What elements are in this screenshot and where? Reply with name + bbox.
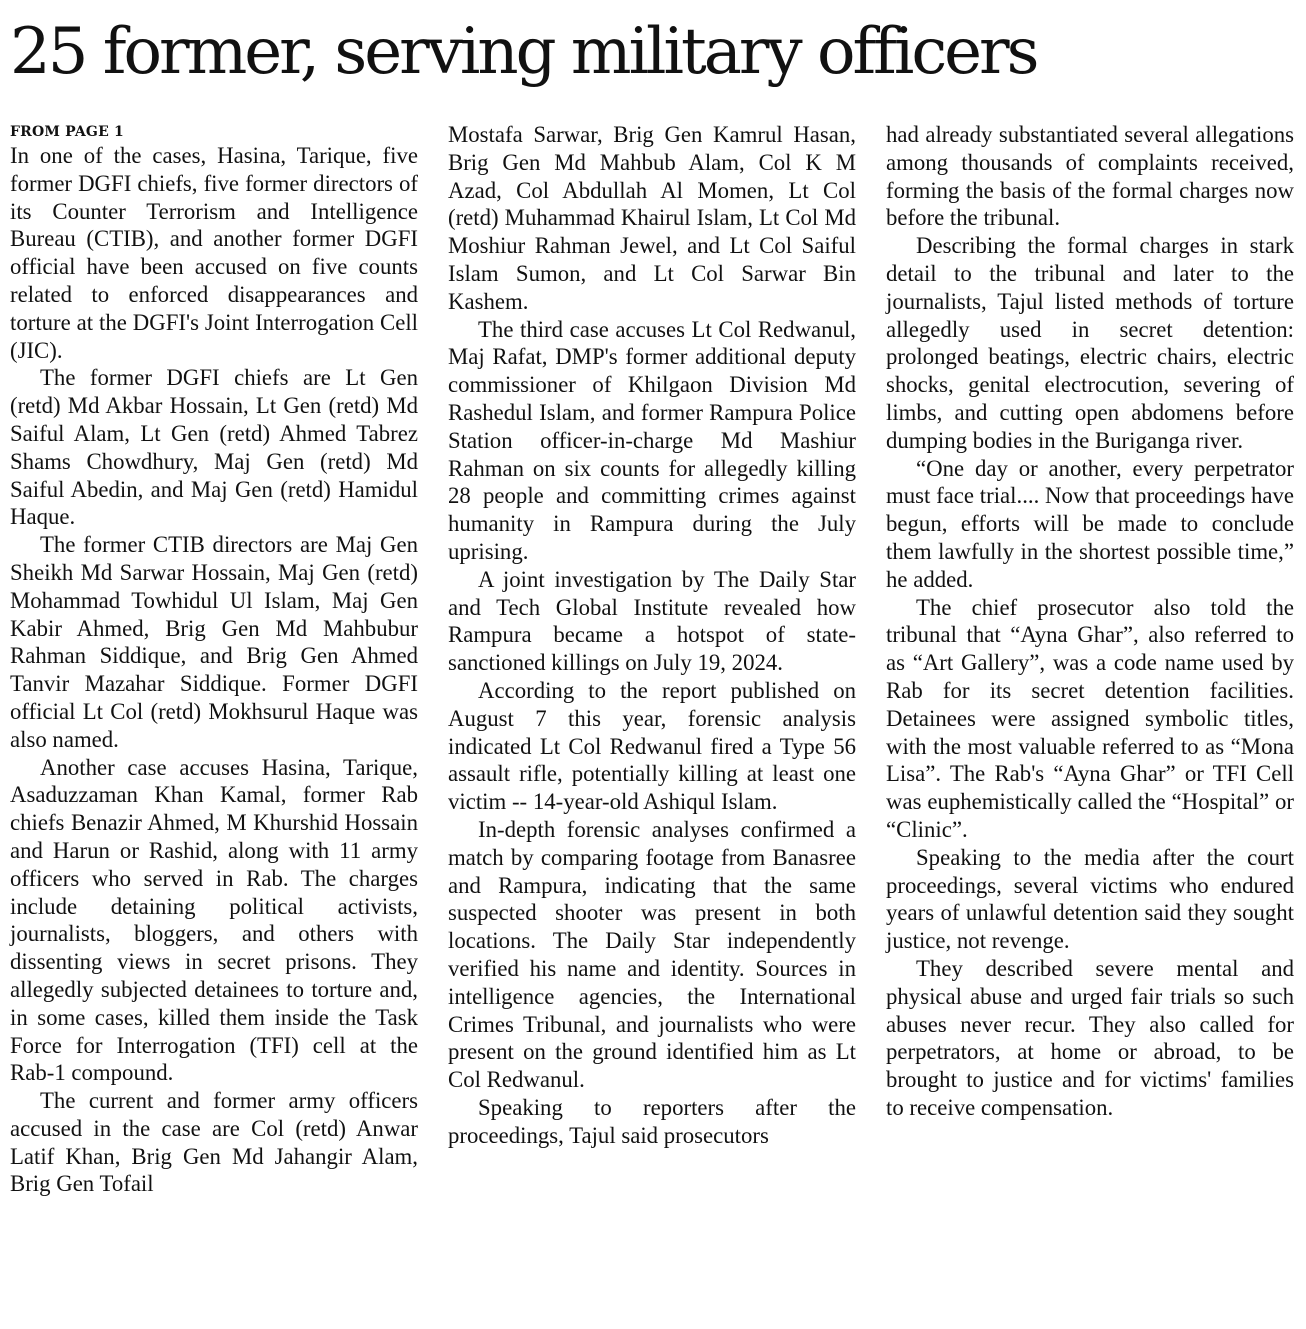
paragraph: had already substantiated several allegations among thousands of complaints received, forming the basis of the formal charges now before the tribunal. [886, 122, 1294, 231]
paragraph: The former CTIB directors are Maj Gen Sheikh Md Sarwar Hossain, Maj Gen (retd) Mohammad Towhidul Ul Islam, Maj Gen Kabir Ahmed, Brig Gen Md Mahbubur Rahman Siddique, and Brig Gen Ahmed Tanvir Mazahar Siddique. Former DGFI official Lt Col (retd) Mokhsurul Haque was also named. [10, 532, 418, 752]
paragraph: Speaking to reporters after the proceedings, Tajul said prosecutors [448, 1094, 856, 1148]
paragraph: According to the report published on August 7 this year, forensic analysis indicated Lt Col Redwanul fired a Type 56 assault rifle, potentially killing at least one victim -- 14-year-old Ashiqul Islam. [448, 677, 856, 815]
paragraph: They described severe mental and physical abuse and urged fair trials so such abuses never recur. They also called for perpetrators, at home or abroad, to be brought to justice and for victims' families to receive compensation. [886, 955, 1294, 1120]
paragraph: Speaking to the media after the court proceedings, several victims who endured years of unlawful detention said they sought justice, not revenge. [886, 844, 1294, 954]
paragraph: In-depth forensic analyses confirmed a match by comparing footage from Banasree and Rampura, indicating that the same suspected shooter was present in both locations. The Daily Star independently verified his name and identity. Sources in intelligence agencies, the International Crimes Tribunal, and journalists who were present on the ground identified him as Lt Col Redwanul. [448, 816, 856, 1093]
paragraph: The current and former army officers accused in the case are Col (retd) Anwar Latif Khan, Brig Gen Md Jahangir Alam, Brig Gen Tofail [10, 1088, 418, 1197]
paragraph: Describing the formal charges in stark detail to the tribunal and later to the journalists, Tajul listed methods of torture allegedly used in secret detention: prolonged beatings, electric chairs, electric shocks, genital electrocution, severing of limbs, and cutting open abdomens before dumping bodies in the Buriganga river. [886, 233, 1294, 453]
paragraph: Mostafa Sarwar, Brig Gen Kamrul Hasan, Brig Gen Md Mahbub Alam, Col K M Azad, Col Abdullah Al Momen, Lt Col (retd) Muhammad Khairul Islam, Lt Col Md Moshiur Rahman Jewel, and Lt Col Saiful Islam Sumon, and Lt Col Sarwar Bin Kashem. [448, 122, 856, 314]
article-column-3 [886, 121, 1294, 1122]
kicker: FROM PAGE 1 [10, 124, 124, 140]
paragraph: The former DGFI chiefs are Lt Gen (retd) Md Akbar Hossain, Lt Gen (retd) Md Saiful Alam, Lt Gen (retd) Ahmed Tabrez Shams Chowdhury, Maj Gen (retd) Md Saiful Abedin, and Maj Gen (retd) Hamidul Haque. [10, 365, 418, 530]
article-column-1 [10, 124, 418, 1198]
headline: 25 former, serving military officers [10, 15, 1037, 89]
paragraph: The chief prosecutor also told the tribunal that “Ayna Ghar”, also referred to as “Art Gallery”, was a code name used by Rab for its secret detention facilities. Detainees were assigned symbolic titles, with the most valuable referred to as “Mona Lisa”. The Rab's “Ayna Ghar” or TFI Cell was euphemistically called the “Hospital” or “Clinic”. [886, 594, 1294, 842]
article-column-2 [448, 121, 856, 1149]
paragraph: In one of the cases, Hasina, Tarique, five former DGFI chiefs, five former directors of its Counter Terrorism and Intelligence Bureau (CTIB), and another former DGFI official have been accused on five counts related to enforced disappearances and torture at the DGFI's Joint Interrogation Cell (JIC). [10, 143, 418, 363]
paragraph: Another case accuses Hasina, Tarique, Asaduzzaman Khan Kamal, former Rab chiefs Benazir Ahmed, M Khurshid Hossain and Harun or Rashid, along with 11 army officers who served in Rab. The charges include detaining political activists, journalists, bloggers, and others with dissenting views in secret prisons. They allegedly subjected detainees to torture and, in some cases, killed them inside the Task Force for Interrogation (TFI) cell at the Rab-1 compound. [10, 754, 418, 1086]
paragraph: A joint investigation by The Daily Star and Tech Global Institute revealed how Rampura became a hotspot of state-sanctioned killings on July 19, 2024. [448, 566, 856, 676]
paragraph: “One day or another, every perpetrator must face trial.... Now that proceedings have begun, efforts will be made to conclude them lawfully in the shortest possible time,” he added. [886, 455, 1294, 592]
paragraph: The third case accuses Lt Col Redwanul, Maj Rafat, DMP's former additional deputy commissioner of Khilgaon Division Md Rashedul Islam, and former Rampura Police Station officer-in-charge Md Mashiur Rahman on six counts for allegedly killing 28 people and committing crimes against humanity in Rampura during the July uprising. [448, 316, 856, 564]
